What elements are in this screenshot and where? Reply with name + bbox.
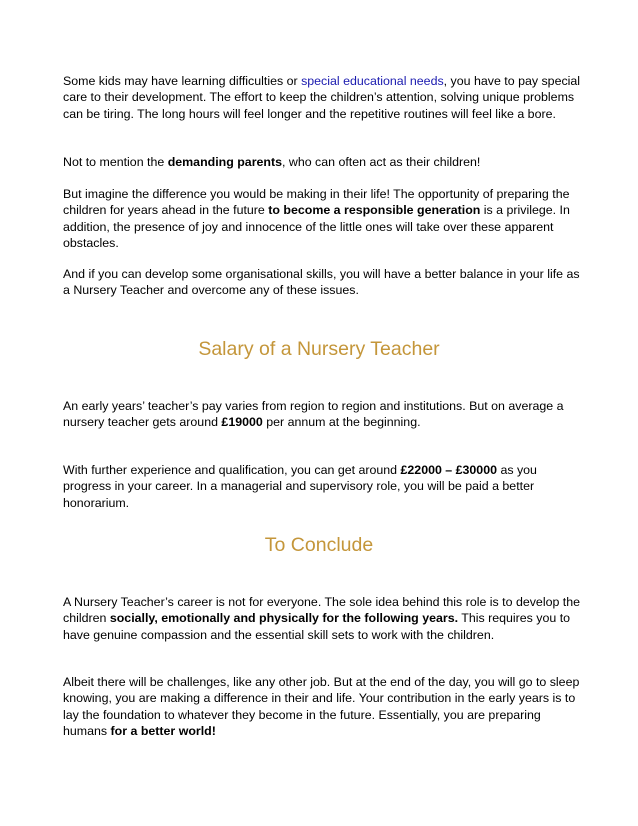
paragraph-organisational-skills <box>63 266 583 299</box>
heading-salary: Salary of a Nursery Teacher <box>198 338 440 360</box>
p3-text-after: is a privilege. In addition, the presence of joy and innocence of the little ones will take over these apparent obstacles. <box>63 203 570 250</box>
p2-bold: demanding parents <box>167 155 282 169</box>
paragraph-salary-progress <box>63 462 583 511</box>
p4-text: And if you can develop some organisational skills, you will have a better balance in your life as a Nursery Teacher and overcome any of these issues. <box>63 267 580 298</box>
paragraph-career-not-for-everyone <box>63 594 583 643</box>
paragraph-challenges <box>63 674 583 739</box>
p1-text-before: Some kids may have learning difficulties or <box>63 74 302 88</box>
special-educational-needs-link[interactable]: special educational needs <box>301 74 444 88</box>
p7-bold: socially, emotionally and physically for the following years. <box>109 611 459 626</box>
p7-text-before: A Nursery Teacher’s career is not for everyone. The sole idea behind this role is to develop the children <box>63 595 581 626</box>
p8-bold: for a better world! <box>110 723 216 738</box>
p7-text-after: This requires you to have genuine compassion and the essential skill sets to work with the children. <box>63 611 571 642</box>
p3-text-before: But imagine the difference you would be making in their life! The opportunity of preparing the children for years ahead in the future <box>63 187 570 218</box>
p6-text-before: With further experience and qualification, you can get around <box>63 463 401 477</box>
heading-conclude: To Conclude <box>264 534 374 556</box>
p2-text-before: Not to mention the <box>63 155 168 169</box>
paragraph-imagine-difference <box>63 186 583 251</box>
p6-text-after: as you progress in your career. In a managerial and supervisory role, you will be paid a better honorarium. <box>63 463 537 510</box>
paragraph-learning-difficulties <box>63 73 583 122</box>
p6-bold: £22000 – £30000 <box>400 463 497 477</box>
p5-bold: £19000 <box>221 415 263 430</box>
p1-text-after: , you have to pay special care to their development. The effort to keep the children’s attention, solving unique problems can be tiring. The long hours will feel longer and the repetitive routines will feel like a bore. <box>63 74 581 121</box>
p8-text-before: Albeit there will be challenges, like any other job. But at the end of the day, you will go to sleep knowing, you are making a difference in their and life. Your contribution in the early years is to lay the foundation to whatever they become in the future. Essentially, you are preparing humans <box>63 675 580 738</box>
p2-text-after: , who can often act as their children! <box>282 155 481 169</box>
p3-bold: to become a responsible generation <box>268 203 481 218</box>
p5-text-before: An early years’ teacher’s pay varies from region to region and institutions. But on average a nursery teacher gets around <box>63 399 564 430</box>
paragraph-demanding-parents <box>63 154 583 170</box>
paragraph-salary-average <box>63 398 583 431</box>
p5-text-after: per annum at the beginning. <box>262 415 421 430</box>
